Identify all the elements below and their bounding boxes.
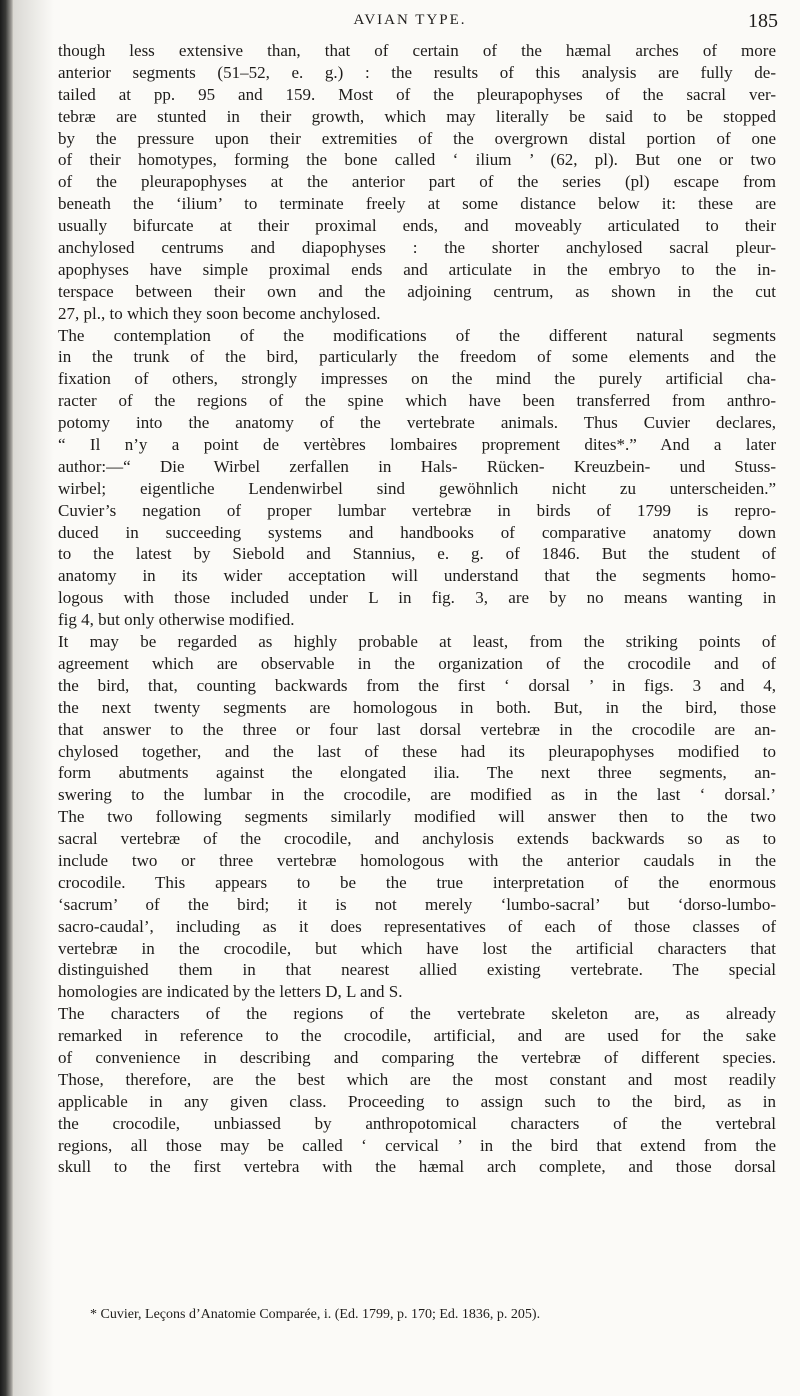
text-line: author:—“ Die Wirbel zerfallen in Hals- Rücken- Kreuzbein- und Stuss- [58,456,776,476]
text-line: anchylosed centrums and diapophyses : the shorter anchylosed sacral pleur- [58,238,776,258]
text-line: tailed at pp. 95 and 159. Most of the pleurapophyses of the sacral ver- [58,84,776,104]
text-line: potomy into the anatomy of the vertebrate animals. Thus Cuvier declares, [58,413,776,433]
text-line: of convenience in describing and comparing the vertebræ of different species. [58,1047,776,1067]
footnote: * Cuvier, Leçons d’Anatomie Comparée, i. (Ed. 1799, p. 170; Ed. 1836, p. 205). [90,1307,541,1322]
text-line: logous with those included under L in fig. 3, are by no means wanting in [58,588,776,608]
text-line: The characters of the regions of the vertebrate skeleton are, as already [58,1004,776,1024]
gutter-shadow [14,0,54,1396]
text-line: of the pleurapophyses at the anterior part of the series (pl) escape from [58,172,776,192]
page-header [0,12,800,42]
text-line: crocodile. This appears to be the true interpretation of the enormous [58,872,776,892]
text-line: beneath the ‘ilium’ to terminate freely at some distance below it: these are [58,194,776,214]
text-line: 27, pl., to which they soon become anchylosed. [58,303,381,323]
text-line: The contemplation of the modifications of the different natural segments [58,325,776,345]
text-line: It may be regarded as highly probable at least, from the striking points of [58,632,776,652]
text-line: skull to the first vertebra with the hæmal arch complete, and those dorsal [58,1157,776,1177]
text-line: apophyses have simple proximal ends and articulate in the embryo to the in- [58,259,776,279]
text-line: applicable in any given class. Proceeding to assign such to the bird, as in [58,1091,776,1111]
running-head: AVIAN TYPE. [353,12,467,28]
text-line: in the trunk of the bird, particularly the freedom of some elements and the [58,347,776,367]
text-line: swering to the lumbar in the crocodile, are modified as in the last ‘ dorsal.’ [58,785,776,805]
page-number: 185 [748,10,778,32]
text-line: tebræ are stunted in their growth, which may literally be said to be stopped [58,106,776,126]
text-line: wirbel; eigentliche Lendenwirbel sind gewöhnlich nicht zu unterscheiden.” [58,478,776,498]
text-line: by the pressure upon their extremities of the overgrown distal portion of one [58,128,776,148]
text-line: include two or three vertebræ homologous with the anterior caudals in the [58,850,776,870]
text-line: Cuvier’s negation of proper lumbar vertebræ in birds of 1799 is repro- [58,500,776,520]
text-line: to the latest by Siebold and Stannius, e. g. of 1846. But the student of [58,544,776,564]
text-line: ‘sacrum’ of the bird; it is not merely ‘lumbo-sacral’ but ‘dorso-lumbo- [58,894,776,914]
text-line: terspace between their own and the adjoining centrum, as shown in the cut [58,281,776,301]
text-line: sacro-caudal’, including as it does representatives of each of those classes of [58,916,776,936]
text-line: agreement which are observable in the organization of the crocodile and of [58,653,776,673]
text-line: usually bifurcate at their proximal ends, and moveably articulated to their [58,216,776,236]
text-line: “ Il n’y a point de vertèbres lombaires proprement dites*.” And a later [58,435,776,455]
text-line: of their homotypes, forming the bone called ‘ ilium ’ (62, pl). But one or two [58,150,776,170]
page-gutter [0,0,14,1396]
text-line: remarked in reference to the crocodile, artificial, and are used for the sake [58,1026,776,1046]
text-line: though less extensive than, that of certain of the hæmal arches of more [58,41,776,60]
text-line: racter of the regions of the spine which have been transferred from anthro- [58,391,776,411]
text-line: regions, all those may be called ‘ cervical ’ in the bird that extend from the [58,1135,776,1155]
text-line: form abutments against the elongated ilia. The next three segments, an- [58,763,776,783]
text-line: duced in succeeding systems and handbooks of comparative anatomy down [58,522,776,542]
text-line: the crocodile, unbiassed by anthropotomical characters of the vertebral [58,1113,776,1133]
text-line: distinguished them in that nearest allied existing vertebrate. The special [58,960,776,980]
text-line: The two following segments similarly modified will answer then to the two [58,807,776,827]
text-line: fig 4, but only otherwise modified. [58,610,295,630]
text-line: homologies are indicated by the letters D, L and S. [58,982,403,1002]
body-text [58,40,776,1178]
text-line: Those, therefore, are the best which are the most constant and most readily [58,1069,776,1089]
text-line: anatomy in its wider acceptation will understand that the segments homo- [58,566,776,586]
text-line: vertebræ in the crocodile, but which have lost the artificial characters that [58,938,776,958]
text-line: chylosed together, and the last of these had its pleurapophyses modified to [58,741,776,761]
text-line: sacral vertebræ of the crocodile, and anchylosis extends backwards so as to [58,829,776,849]
text-line: the bird, that, counting backwards from the first ‘ dorsal ’ in figs. 3 and 4, [58,675,776,695]
text-line: fixation of others, strongly impresses on the mind the purely artificial cha- [58,369,776,389]
text-line: anterior segments (51–52, e. g.) : the results of this analysis are fully de- [58,62,776,82]
text-line: the next twenty segments are homologous in both. But, in the bird, those [58,697,776,717]
text-line: that answer to the three or four last dorsal vertebræ in the crocodile are an- [58,719,776,739]
